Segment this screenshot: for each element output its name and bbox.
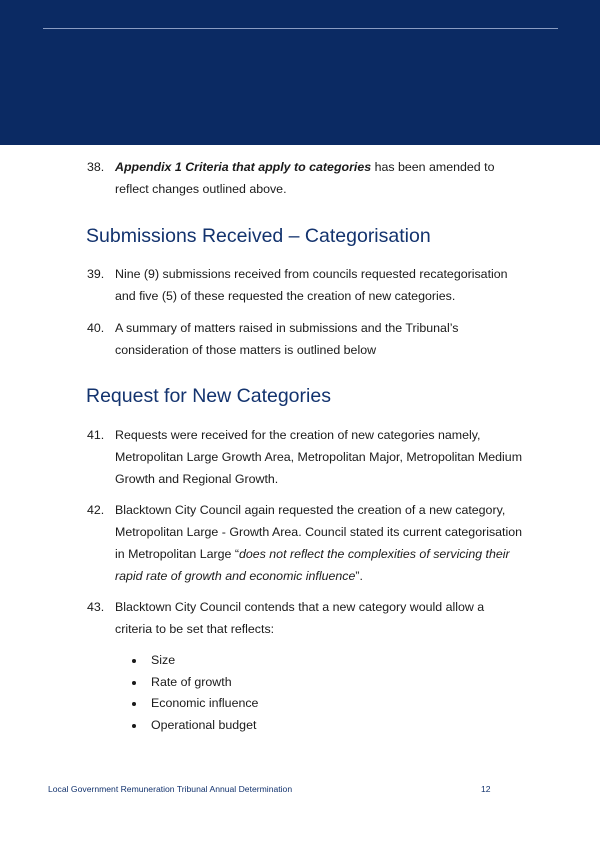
list-item: Operational budget xyxy=(132,715,258,737)
paragraph-number: 43. xyxy=(87,600,105,614)
list-item: Rate of growth xyxy=(132,672,258,694)
emphasis-text: Appendix 1 Criteria that apply to categories xyxy=(115,160,372,174)
list-item: Economic influence xyxy=(132,693,258,715)
list-item: Size xyxy=(132,650,258,672)
paragraph-42: 42. Blacktown City Council again requested the creation of a new category, Metropolitan Large - Growth Area. Council stated its current categorisation in Metropolitan Large “does not reflect the complexities of servicing their rapid rate of growth and economic influence”. xyxy=(87,499,527,587)
bullet-icon xyxy=(132,702,136,706)
footer-title: Local Government Remuneration Tribunal Annual Determination xyxy=(48,784,293,794)
paragraph-number: 41. xyxy=(87,428,105,442)
bullet-icon xyxy=(132,724,136,728)
quote-text: rapid rate of growth and economic influence xyxy=(115,569,356,583)
paragraph-number: 39. xyxy=(87,267,105,281)
quote-text: does not reflect the complexities of servicing their xyxy=(238,547,510,561)
paragraph-40: 40. A summary of matters raised in submissions and the Tribunal’s consideration of those matters is outlined below xyxy=(87,317,527,361)
page-number: 12 xyxy=(481,784,491,794)
criteria-list xyxy=(132,650,258,737)
section-heading-submissions: Submissions Received – Categorisation xyxy=(86,225,431,247)
bullet-icon xyxy=(132,681,136,685)
paragraph-43: 43. Blacktown City Council contends that a new category would allow a criteria to be set that reflects: xyxy=(87,596,527,640)
paragraph-number: 42. xyxy=(87,503,105,517)
paragraph-number: 38. xyxy=(87,160,105,174)
paragraph-41: 41. Requests were received for the creation of new categories namely, Metropolitan Large Growth Area, Metropolitan Major, Metropolitan Medium Growth and Regional Growth. xyxy=(87,424,527,490)
banner-rule xyxy=(43,28,558,29)
section-heading-new-categories: Request for New Categories xyxy=(86,385,331,407)
bullet-icon xyxy=(132,659,136,663)
header-banner xyxy=(0,0,600,145)
paragraph-number: 40. xyxy=(87,321,105,335)
paragraph-39: 39. Nine (9) submissions received from councils requested recategorisation and five (5) of these requested the creation of new categories. xyxy=(87,263,527,307)
paragraph-38: 38. Appendix 1 Criteria that apply to categories has been amended to reflect changes outlined above. xyxy=(87,156,527,200)
